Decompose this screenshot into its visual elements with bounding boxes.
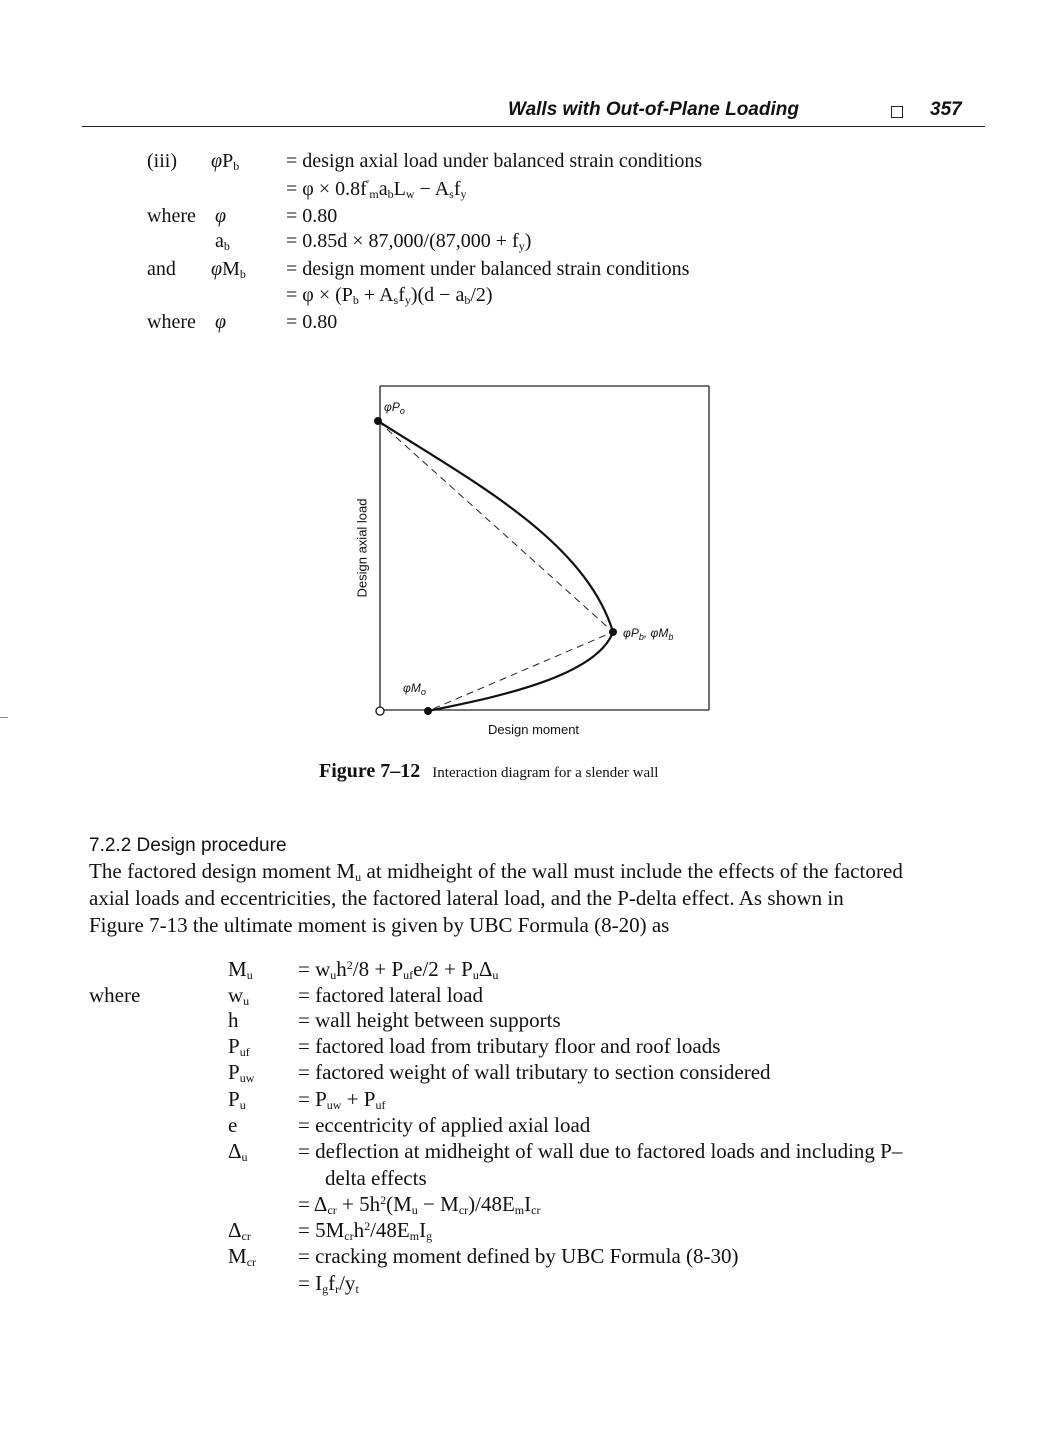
delta-u-definition-2: delta effects [325,1166,427,1190]
label-phi-mo: $\varphi M_o$ [403,681,426,697]
mu-formula: = $w_uh^2/8 + P_{uf}e/2 + P_u\Delta_u$ [298,957,499,982]
header-box-glyph [891,103,903,121]
wu-definition: = factored lateral load [298,983,483,1007]
symbol-puw: $P_{uw}$ [228,1060,255,1085]
symbol-ab: $a_b$ [215,230,230,253]
symbol-mu: $M_u$ [228,957,253,982]
running-header-title: Walls with Out-of-Plane Loading [508,99,799,120]
puw-definition: = factored weight of wall tributary to section considered [298,1060,771,1084]
symbol-pu: $P_u$ [228,1087,246,1112]
interaction-diagram [340,380,720,725]
pu-formula: = $P_{uw} + P_{uf}$ [298,1087,386,1112]
symbol-phi: φ [215,205,227,227]
phi-mb-formula: = $\varphi \times (P_b + A_sf_y)(d - a_b/2)$ [286,284,493,307]
label-and: and [147,258,176,280]
symbol-delta-u: $\Delta_u$ [228,1139,248,1164]
point-phi-mo [424,707,432,715]
page-number: 357 [930,99,962,120]
puf-definition: = factored load from tributary floor and roof loads [298,1034,721,1058]
figure-caption: Figure 7–12 Interaction diagram for a slender wall [319,760,659,782]
symbol-wu: $w_u$ [228,983,250,1008]
delta-cr-formula: = $5M_{cr}h^2/48E_mI_g$ [298,1218,433,1243]
phi-value: = 0.80 [286,205,338,227]
delta-u-formula: = $\Delta_{cr} + 5h^2(M_u - M_{cr})/48E_mI_{cr}$ [298,1192,541,1217]
label-phi-po: $\varphi P_o$ [384,400,405,416]
label-where-1: where [147,205,196,227]
point-phi-pb-mb [609,628,617,636]
h-definition: = wall height between supports [298,1008,561,1032]
x-axis-label: Design moment [488,722,580,737]
phi-pb-definition: = design axial load under balanced strain conditions [286,150,703,172]
phi-value-2: = 0.80 [286,311,338,333]
label-iii: (iii) [147,150,177,172]
phi-mb-definition: = design moment under balanced strain conditions [286,258,690,280]
symbol-phi-pb: $\varphi P_b$ [211,150,240,173]
para-line-1: The factored design moment $M_u$ at midheight of the wall must include the effects of the factored [89,859,903,884]
point-phi-po [374,417,382,425]
symbol-delta-cr: $\Delta_{cr}$ [228,1218,251,1243]
y-axis-label: Design axial load [354,498,370,598]
ab-formula: = $0.85d \times 87,000/(87,000 + f_y)$ [286,230,532,253]
origin-marker [376,707,384,715]
label-phi-pb-mb: $\varphi P_b$, $\varphi M_b$ [623,626,674,642]
e-definition: = eccentricity of applied axial load [298,1113,591,1137]
label-where-3: where [89,983,141,1007]
margin-tick [0,717,8,718]
section-heading: 7.2.2 Design procedure [89,835,287,856]
mcr-definition: = cracking moment defined by UBC Formula (8-30) [298,1244,739,1268]
symbol-puf: $P_{uf}$ [228,1034,250,1059]
phi-pb-formula: = $\varphi \times 0.8f'_ma_bL_w - A_sf_y$ [286,177,467,201]
delta-u-definition-1: = deflection at midheight of wall due to factored loads and including P– [298,1139,903,1163]
para-line-3: Figure 7-13 the ultimate moment is given by UBC Formula (8-20) as [89,913,670,937]
label-where-2: where [147,311,196,333]
header-rule [82,126,985,127]
symbol-h: h [228,1008,239,1032]
symbol-phi-2: φ [215,311,227,333]
para-line-2: axial loads and eccentricities, the factored lateral load, and the P-delta effect. As shown in [89,886,844,910]
symbol-e: e [228,1113,238,1137]
mcr-formula: = $I_gf_r/y_t$ [298,1271,359,1296]
symbol-mcr: $M_{cr}$ [228,1244,257,1269]
symbol-phi-mb: $\varphi M_b$ [211,258,246,281]
